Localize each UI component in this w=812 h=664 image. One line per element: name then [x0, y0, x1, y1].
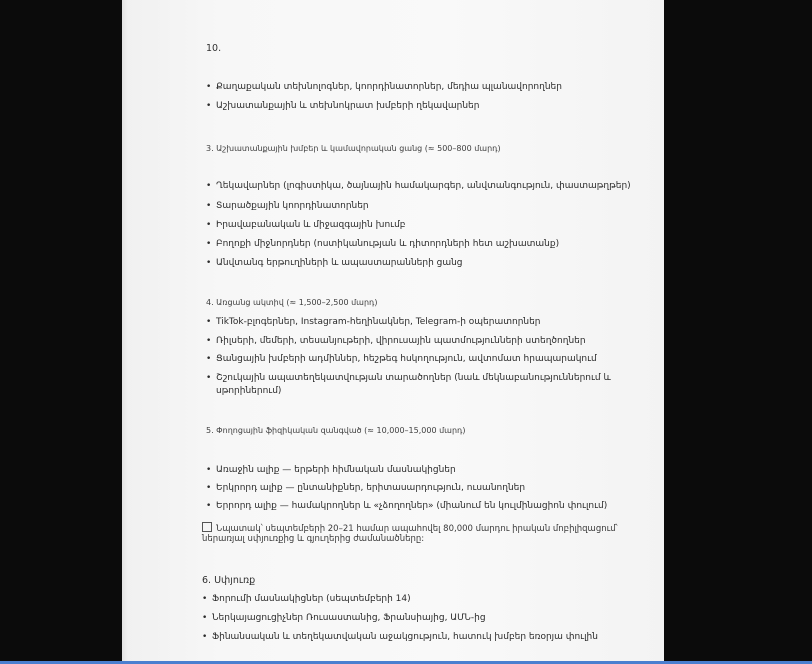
list-item: • Իրավաբանական և միջազգային խումբ — [206, 220, 406, 230]
list-item: • Ֆորումի մասնակիցներ (սեպտեմբերի 14) — [202, 594, 411, 604]
list-item: • Քաղաքական տեխնոլոգներ, կոորդինատորներ, մեդիա պլանավորողներ — [206, 82, 562, 92]
list-item: • Անվտանգ երթուղիների և ապաստարանների ցանց — [206, 258, 463, 268]
list-item: • Աշխատանքային և տեխնոկրատ խմբերի ղեկավարներ — [206, 101, 480, 111]
list-item: • Ներկայացուցիչներ Ռուսաստանից, Ֆրանսիայից, ԱՄՆ-ից — [202, 613, 486, 623]
list-item: • Տարածքային կոորդինատորներ — [206, 201, 369, 211]
section-3-title: 3. Աշխատանքային խմբեր և կամավորական ցանց (≈ 500–800 մարդ) — [206, 144, 501, 153]
document-page — [122, 0, 664, 664]
section-6-title: 6. Սփյուռք — [202, 575, 256, 586]
list-item: • Ղեկավարներ (լոգիստիկա, ծայնային համակարգեր, անվտանգություն, փաստաթղթեր) — [206, 181, 631, 191]
list-item: • Ֆինանսական և տեղեկատվական աջակցություն, հատուկ խմբեր եռօրյա փուլին — [202, 632, 598, 642]
list-item: • Առաջին ալիք — երթերի հիմնական մասնակիցներ — [206, 465, 456, 475]
section-5-title: 5. Փողոցային ֆիզիկական զանգված (≈ 10,000–15,000 մարդ) — [206, 426, 466, 435]
list-item: • Ցանցային խմբերի ադմիններ, հեշթեգ հսկողություն, ավտոմատ հրապարակում — [206, 354, 597, 364]
goal-note: Նպատակ՝ սեպտեմբերի 20–21 համար ապահովել 80,000 մարդու իրական մոբիլիզացում՝ — [202, 521, 618, 535]
list-item: • Երկրորդ ալիք — ընտանիքներ, երիտասարդություն, ուսանողներ — [206, 483, 526, 493]
section-10-title: 10. — [206, 43, 222, 54]
list-item: • Ռիլսերի, մեմերի, տեսանյութերի, վիրուսային պատմությունների ստեղծողներ — [206, 336, 586, 346]
goal-note-continuation: ներառյալ սփյուռքից և գյուղերից ժամանածները: — [202, 534, 425, 544]
list-item: • TikTok-բլոգերներ, Instagram-հեղինակներ, Telegram-ի օպերատորներ — [206, 317, 541, 327]
list-item: • Երրորդ ալիք — համակրողներ և «չձողողներ» (միանում են կուլմինացիոն փուլում) — [206, 501, 608, 511]
checkbox-icon — [202, 522, 212, 532]
section-4-title: 4. Առցանց ակտիվ (≈ 1,500–2,500 մարդ) — [206, 298, 378, 307]
list-item-continuation: սթորիներում) — [216, 386, 282, 396]
list-item: • Բողոքի միջնորդներ (ոստիկանության և դիտորդների հետ աշխատանք) — [206, 239, 560, 249]
list-item: • Շշուկային ապատեղեկատվության տարածողներ (նաև մեկնաբանություններում և — [206, 373, 611, 383]
